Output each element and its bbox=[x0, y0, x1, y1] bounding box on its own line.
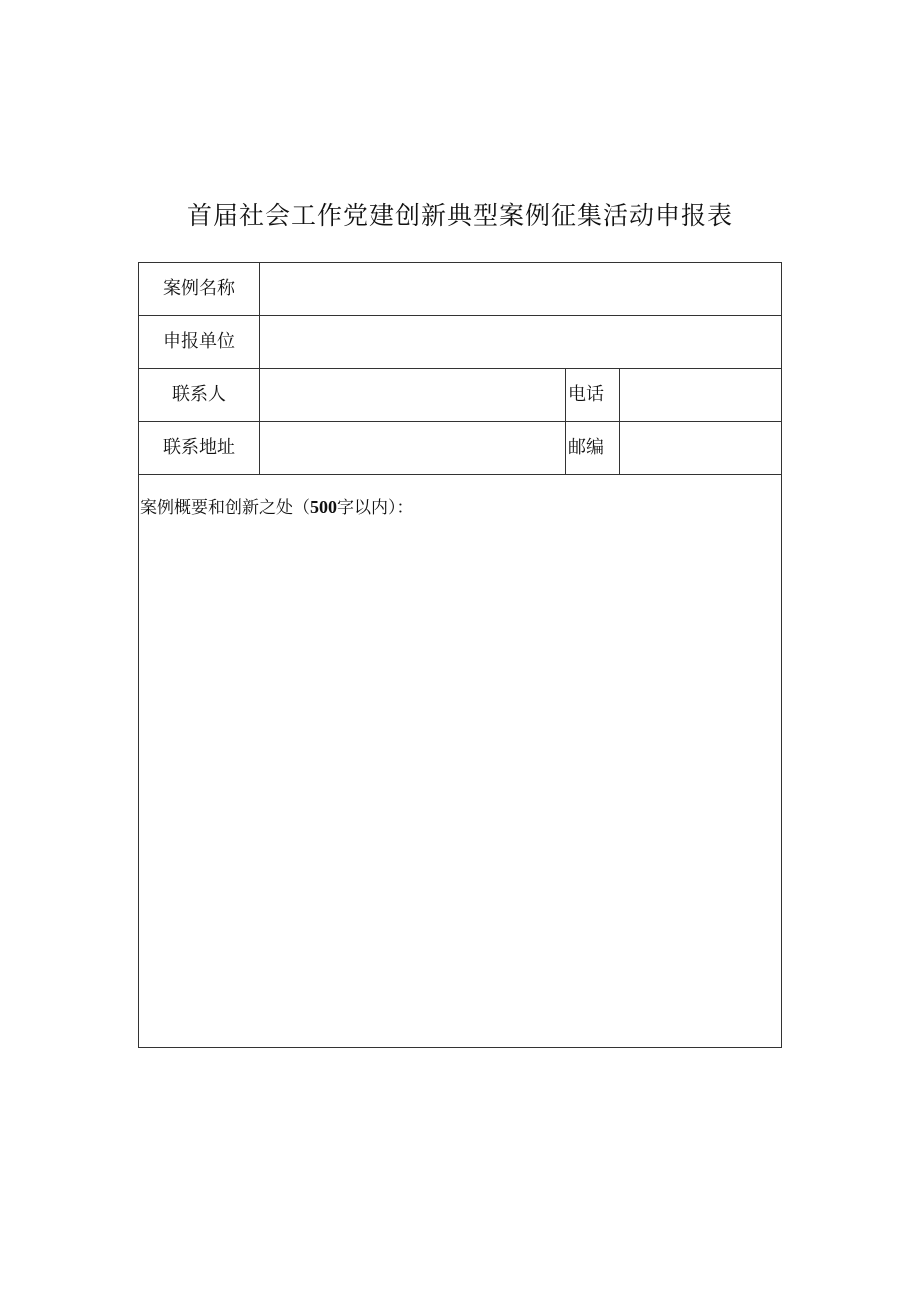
summary-row bbox=[139, 475, 782, 1048]
summary-label bbox=[140, 498, 414, 518]
case-name-row bbox=[139, 263, 782, 316]
case-name-label: 案例名称 bbox=[139, 263, 260, 316]
unit-label: 申报单位 bbox=[139, 316, 260, 369]
summary-field[interactable] bbox=[139, 475, 782, 1048]
postcode-label: 邮编 bbox=[566, 422, 620, 475]
contact-row bbox=[139, 369, 782, 422]
address-field[interactable] bbox=[260, 422, 566, 475]
phone-field[interactable] bbox=[620, 369, 782, 422]
page-title: 首届社会工作党建创新典型案例征集活动申报表 bbox=[186, 201, 733, 230]
contact-label: 联系人 bbox=[139, 369, 260, 422]
phone-label: 电话 bbox=[566, 369, 620, 422]
address-row bbox=[139, 422, 782, 475]
contact-field[interactable] bbox=[260, 369, 566, 422]
summary-label-number: 500 bbox=[310, 497, 337, 517]
unit-row bbox=[139, 316, 782, 369]
summary-label-suffix: 字以内）： bbox=[337, 498, 414, 518]
address-label: 联系地址 bbox=[139, 422, 260, 475]
case-name-field[interactable] bbox=[260, 263, 782, 316]
summary-label-prefix: 案例概要和创新之处（ bbox=[140, 498, 310, 518]
postcode-field[interactable] bbox=[620, 422, 782, 475]
unit-field[interactable] bbox=[260, 316, 782, 369]
application-form-table bbox=[138, 262, 782, 1048]
